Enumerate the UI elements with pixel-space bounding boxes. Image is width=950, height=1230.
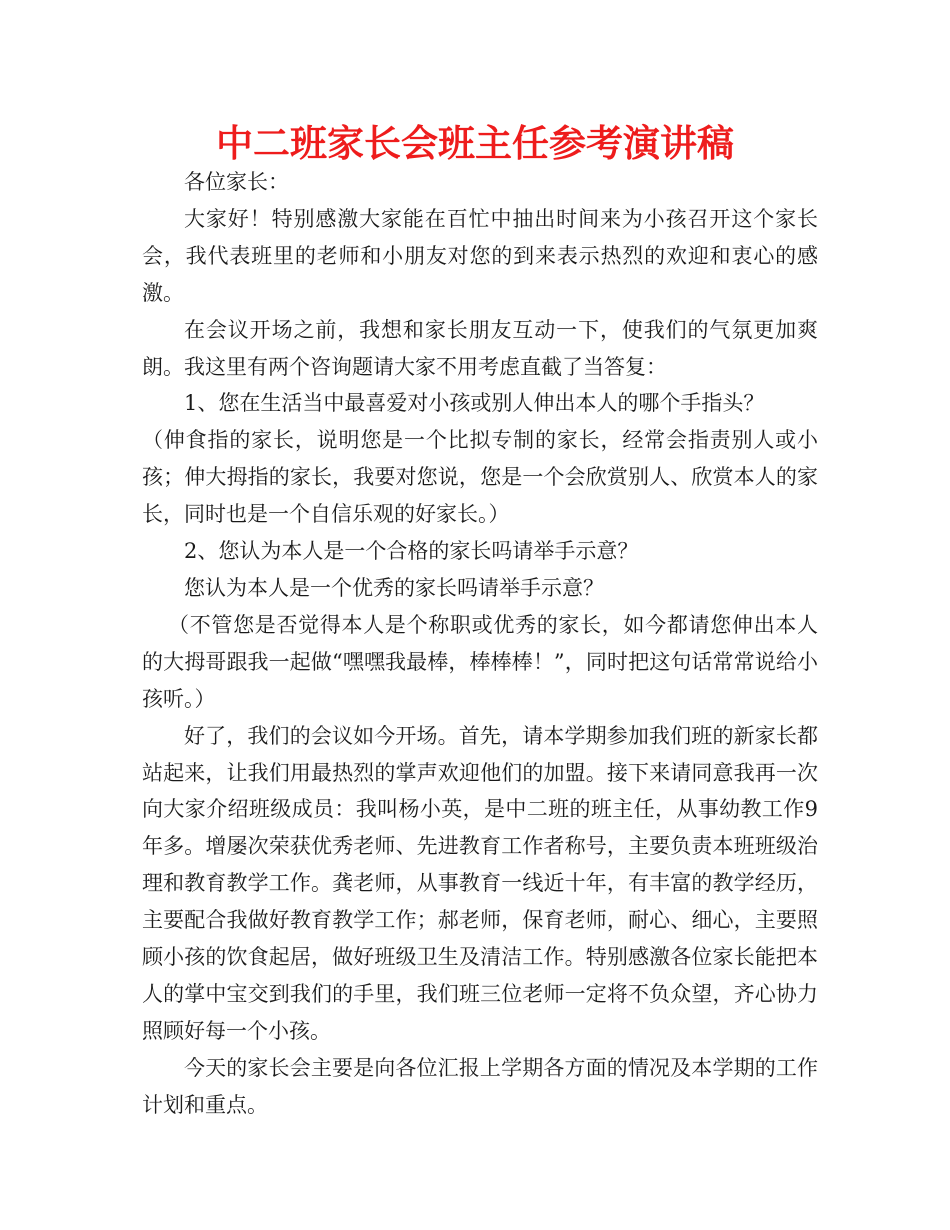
- question-one-paragraph: 1、您在生活当中最喜爱对小孩或别人伸出本人的哪个手指头？: [184, 391, 765, 416]
- salutation-paragraph: 各位家长：: [184, 170, 289, 194]
- document-body: [142, 164, 818, 1124]
- class-introduction-paragraph: 好了，我们的会议如今开场。首先，请本学期参加我们班的新家长都站起来，让我们用最热烈的掌声欢迎他们的加盟。接下来请同意我再一次向大家介绍班级成员：我叫杨小英，是中二班的班主任，从事幼教工作9年多。增屡次荣获优秀老师、先进教育工作者称号，主要负责本班班级治理和教育教学工作。龚老师，从事教育一线近十年，有丰富的教学经历，主要配合我做好教育教学工作；郝老师，保育老师，耐心、细心，主要照顾小孩的饮食起居，做好班级卫生及清洁工作。特别感激各位家长能把本人的掌中宝交到我们的手里，我们班三位老师一定将不负众望，齐心协力照顾好每一个小孩。: [142, 723, 818, 1043]
- question-two-followup-paragraph: 您认为本人是一个优秀的家长吗请举手示意？: [184, 575, 604, 600]
- greeting-paragraph: 大家好！特别感激大家能在百忙中抽出时间来为小孩召开这个家长会，我代表班里的老师和小朋友对您的到来表示热烈的欢迎和衷心的感激。: [142, 206, 818, 305]
- document-title: 中二班家长会班主任参考演讲稿: [216, 122, 734, 165]
- interaction-intro-paragraph: 在会议开场之前，我想和家长朋友互动一下，使我们的气氛更加爽朗。我这里有两个咨询题请大家不用考虑直截了当答复：: [142, 317, 818, 379]
- question-two-paragraph: 2、您认为本人是一个合格的家长吗请举手示意？: [184, 539, 639, 564]
- question-one-explanation-paragraph: （伸食指的家长，说明您是一个比拟专制的家长，经常会指责别人或小孩；伸大拇指的家长，我要对您说，您是一个会欣赏别人、欣赏本人的家长，同时也是一个自信乐观的好家长。）: [142, 428, 818, 527]
- meeting-purpose-paragraph: 今天的家长会主要是向各位汇报上学期各方面的情况及本学期的工作计划和重点。: [142, 1055, 818, 1117]
- question-two-explanation-paragraph: （不管您是否觉得本人是个称职或优秀的家长，如今都请您伸出本人的大拇哥跟我一起做“嘿嘿我最棒，棒棒棒！”，同时把这句话常常说给小孩听。）: [142, 612, 818, 711]
